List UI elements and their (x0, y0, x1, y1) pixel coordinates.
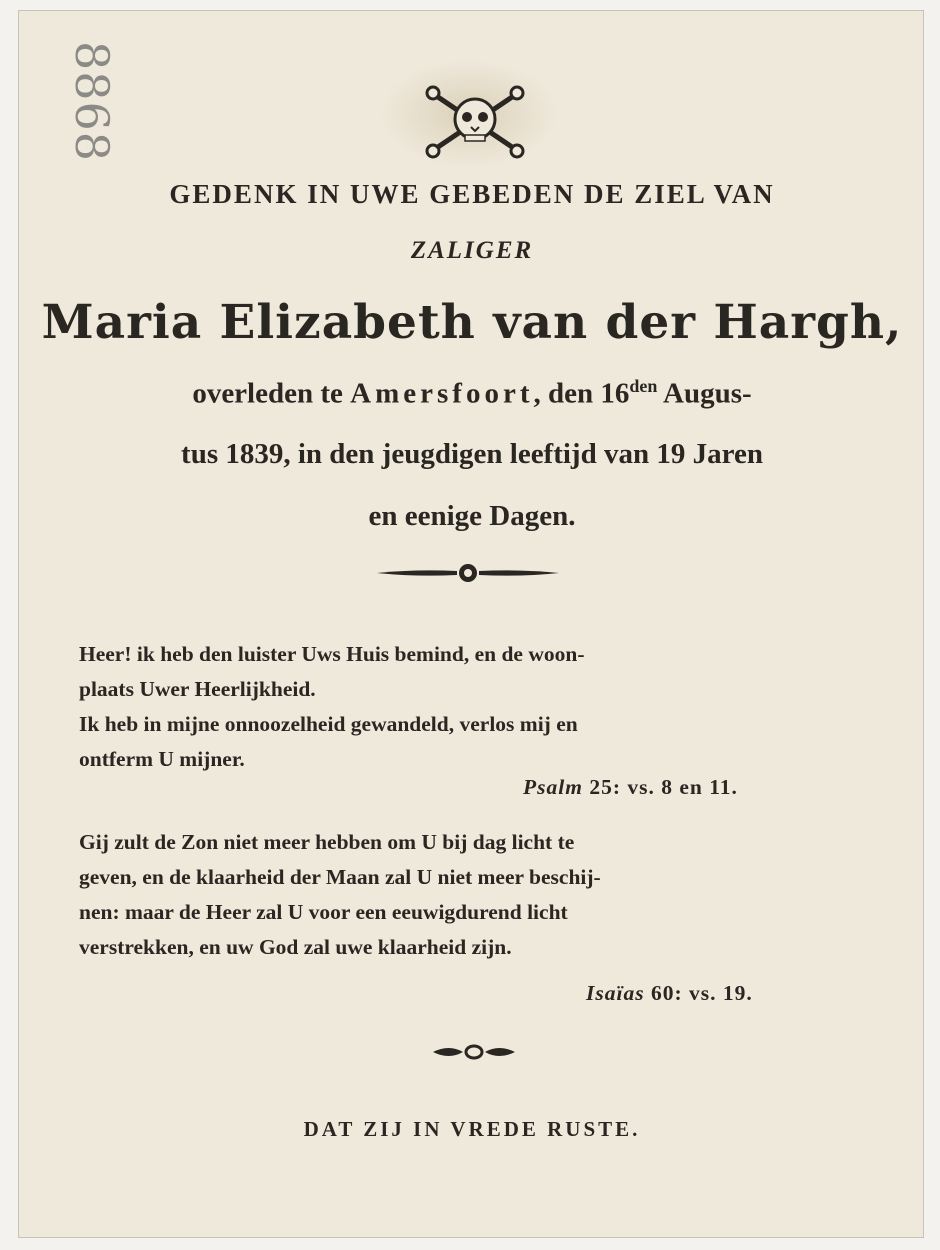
intro-line-2: tus 1839, in den jeugdigen leeftijd van 19 Jaren (181, 438, 763, 470)
intro-line-3: en eenige Dagen. (368, 500, 576, 532)
closing-text: DAT ZIJ IN VREDE RUSTE. (303, 1117, 641, 1141)
psalm-reference: Psalm 25: vs. 8 en 11. (523, 775, 738, 799)
small-ornament-icon (429, 1041, 519, 1063)
subheading: ZALIGER (410, 237, 534, 264)
handwritten-number: 8868 (65, 41, 119, 163)
memorial-card (18, 10, 924, 1238)
verse-3 (79, 825, 863, 965)
verse-1-line: plaats Uwer Heerlijkheid. (79, 677, 316, 701)
heading: GEDENK IN UWE GEBEDEN DE ZIEL VAN (169, 179, 775, 209)
verse-3-line: geven, en de klaarheid der Maan zal U niet meer beschij- (79, 865, 601, 889)
verse-2 (79, 707, 863, 777)
isaiah-reference: Isaïas 60: vs. 19. (586, 981, 753, 1005)
verse-3-line: verstrekken, en uw God zal uwe klaarheid zijn. (79, 935, 512, 959)
verse-3-line: nen: maar de Heer zal U voor een eeuwigdurend licht (79, 900, 568, 924)
verse-3-line: Gij zult de Zon niet meer hebben om U bij dag licht te (79, 830, 575, 854)
verse-2-line: Ik heb in mijne onnoozelheid gewandeld, verlos mij en (79, 712, 578, 736)
intro-line-1: overleden te Amersfoort, den $16^{den}$ Augus- (192, 376, 752, 410)
verse-1 (79, 637, 863, 707)
verse-1-line: Heer! ik heb den luister Uws Huis bemind, en de woon- (79, 642, 585, 666)
skull-crossbones-icon (421, 85, 529, 159)
verse-2-line: ontferm U mijner. (79, 747, 245, 771)
divider-ornament-icon (375, 561, 561, 585)
deceased-name: Maria Elizabeth van der Hargh, (41, 295, 903, 350)
